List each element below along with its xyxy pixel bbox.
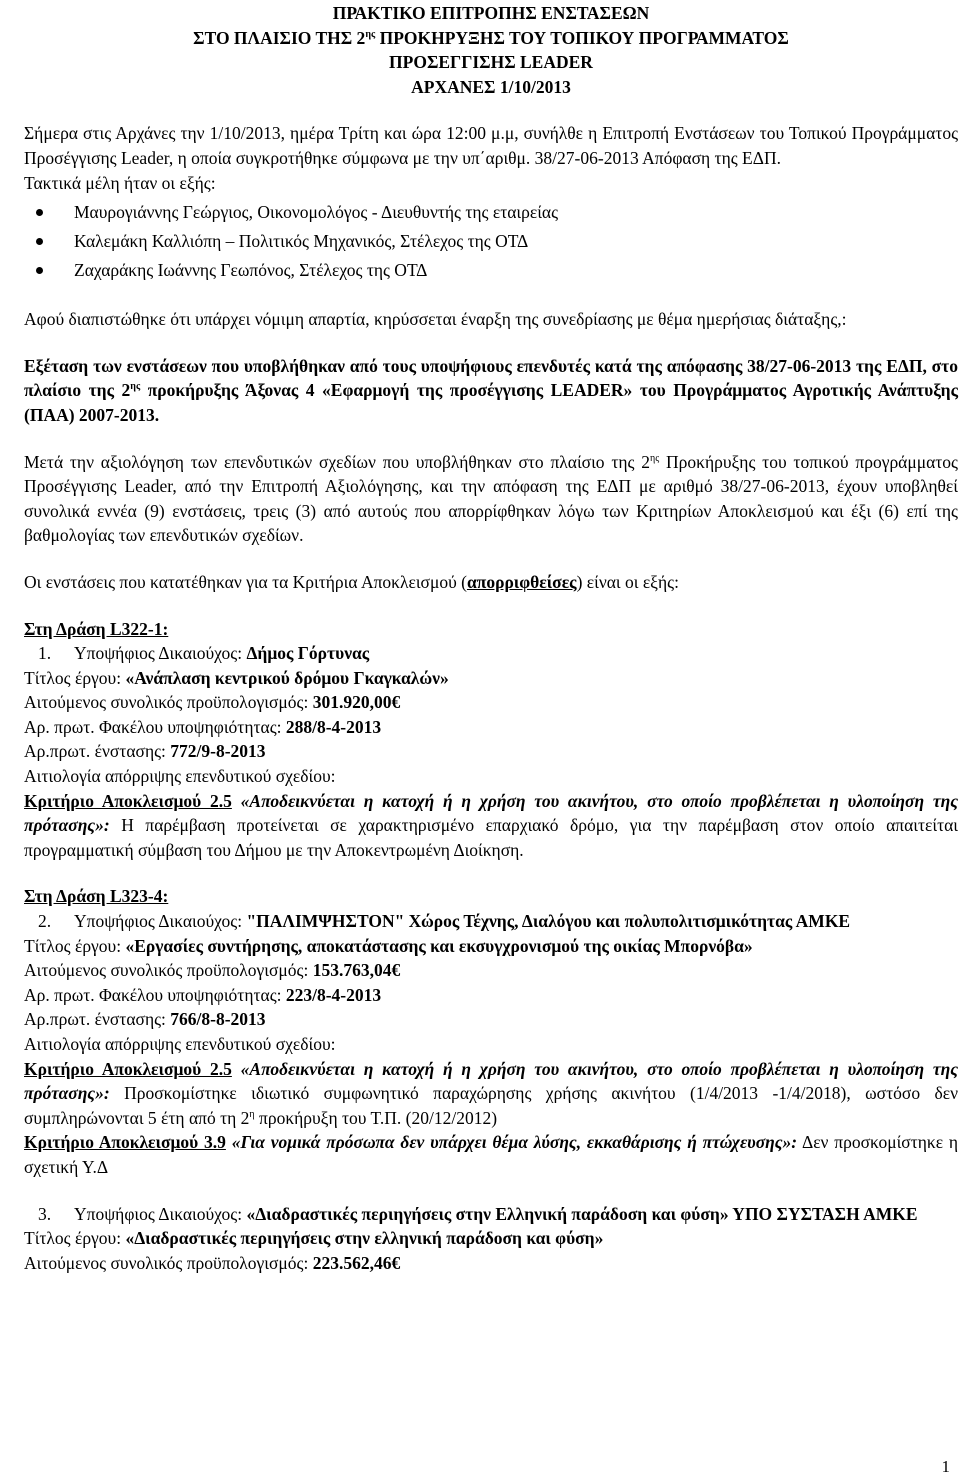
intro-paragraph: Σήμερα στις Αρχάνες την 1/10/2013, ημέρα Τρίτη και ώρα 12:00 μ.μ, συνήλθε η Επιτροπή Ενστάσεων του Τοπικού Προγράμματος Προσέγγισης Leader, η οποία συγκροτήθηκε σύμφωνα με την υπ΄αριθμ. 38/27-06-2013 Απόφαση της ΕΔΠ. (24, 123, 958, 168)
rejection-reason-2: Κριτήριο Αποκλεισμού 3.9 «Για νομικά πρόσωπα δεν υπάρχει θέμα λύσης, εκκαθάρισης ή πτώχευσης»: Δεν προσκομίστηκε η σχετική Υ.Δ (24, 1132, 959, 1177)
objection-number-line: Αρ.πρωτ. ένστασης: 772/9-8-2013 (24, 741, 266, 762)
members-intro: Τακτικά μέλη ήταν οι εξής: (24, 172, 216, 193)
budget-line: Αιτούμενος συνολικός προϋπολογισμός: 301.920,00€ (24, 692, 401, 713)
file-number-line: Αρ. πρωτ. Φακέλου υποψηφιότητας: 288/8-4-2013 (24, 716, 382, 737)
action-section-3 (24, 1202, 958, 1276)
document-page (24, 0, 958, 1275)
action-heading: Στη Δράση L323-4: (24, 886, 169, 907)
member-item: Μαυρογιάννης Γεώργιος, Οικονομολόγος - Διευθυντής της εταιρείας (24, 198, 958, 227)
file-number-line: Αρ. πρωτ. Φακέλου υποψηφιότητας: 223/8-4-2013 (24, 984, 382, 1005)
project-title-line: Τίτλος έργου: «Διαδραστικές περιηγήσεις στην ελληνική παράδοση και φύση» (24, 1228, 604, 1249)
budget-line: Αιτούμενος συνολικός προϋπολογισμός: 153.763,04€ (24, 960, 401, 981)
page-number: 1 (941, 1457, 950, 1477)
member-item: Ζαχαράκης Ιωάννης Γεωπόνος, Στέλεχος της ΟΤΔ (24, 256, 958, 285)
document-header (24, 1, 958, 99)
budget-line: Αιτούμενος συνολικός προϋπολογισμός: 223.562,46€ (24, 1252, 401, 1273)
member-item: Καλεμάκη Καλλιόπη – Πολιτικός Μηχανικός, Στέλεχος της ΟΤΔ (24, 227, 958, 256)
rejection-reason-label: Αιτιολογία απόρριψης επενδυτικού σχεδίου: (24, 1034, 336, 1054)
objection-number-line: Αρ.πρωτ. ένστασης: 766/8-8-2013 (24, 1009, 266, 1030)
subject-paragraph: Εξέταση των ενστάσεων που υποβλήθηκαν από τους υποψήφιους επενδυτές κατά της απόφασης 38/27-06-2013 της ΕΔΠ, στο πλαίσιο της $2^{\eta\varsigma}$ προκήρυξης Άξονας 4 «Εφαρμογή της προσέγγισης LEADER» του Προγράμματος Αγροτικής Ανάπτυξης (ΠΑΑ) 2007-2013. (24, 355, 958, 425)
action-section-1 (24, 617, 958, 863)
rejection-reason-label: Αιτιολογία απόρριψης επενδυτικού σχεδίου: (24, 766, 336, 787)
rejection-reason: Κριτήριο Αποκλεισμού 2.5 «Αποδεικνύεται η κατοχή ή η χρήση του ακινήτου, στο οποίο προβλέπεται η υλοποίηση της πρότασης»: Προσκομίστηκε ιδιωτικό συμφωνητικό παραχώρησης χρήσης ακινήτου (1/4/2013 -1/4/2018), ωστόσο δεν συμπληρώνονται 5 έτη από τη $2^\eta$ προκήρυξη του Τ.Π. (20/12/2012) (24, 1058, 959, 1128)
header-line-2: ΣΤΟ ΠΛΑΙΣΙΟ ΤΗΣ $2^{\eta\varsigma}$ ΠΡΟΚΗΡΥΞΗΣ ΤΟΥ ΤΟΠΙΚΟΥ ΠΡΟΓΡΑΜΜΑΤΟΣ (193, 27, 789, 48)
header-line-1: ΠΡΑΚΤΙΚΟ ΕΠΙΤΡΟΠΗΣ ΕΝΣΤΑΣΕΩΝ (332, 3, 650, 23)
beneficiary-line: 2. Υποψήφιος Δικαιούχος: "ΠΑΛΙΜΨΗΣΤΟΝ" Χώρος Τέχνης, Διαλόγου και πολυπολιτισμικότητας ΑΜΚΕ (38, 911, 851, 932)
quorum-paragraph: Αφού διαπιστώθηκε ότι υπάρχει νόμιμη απαρτία, κηρύσσεται έναρξη της συνεδρίασης με θέμα ημερήσιας διάταξης,: (24, 309, 847, 330)
header-line-4: ΑΡΧΑΝΕΣ 1/10/2013 (411, 76, 571, 97)
action-heading: Στη Δράση L322-1: (24, 618, 169, 639)
project-title-line: Τίτλος έργου: «Ανάπλαση κεντρικού δρόμου Γκαγκαλών» (24, 667, 449, 688)
action-section-2 (24, 884, 958, 1179)
beneficiary-line: 1. Υποψήφιος Δικαιούχος: Δήμος Γόρτυνας (38, 643, 370, 664)
header-line-3: ΠΡΟΣΕΓΓΙΣΗΣ LEADER (389, 52, 593, 73)
rejected-intro: Οι ενστάσεις που κατατέθηκαν για τα Κριτήρια Αποκλεισμού (απορριφθείσες) είναι οι εξής: (24, 571, 679, 592)
project-title-line: Τίτλος έργου: «Εργασίες συντήρησης, αποκατάστασης και εκσυγχρονισμού της οικίας Μπορνόβα» (24, 935, 753, 956)
rejection-reason: Κριτήριο Αποκλεισμού 2.5 «Αποδεικνύεται η κατοχή ή η χρήση του ακινήτου, στο οποίο προβλέπεται η υλοποίηση της πρότασης»: Η παρέμβαση προτείνεται σε χαρακτηρισμένο επαρχιακό δρόμο, για την παρέμβαση στον οποίο απαιτείται προγραμματική σύμβαση του Δήμου με την Αποκεντρωμένη Διοίκηση. (24, 790, 959, 860)
evaluation-paragraph: Μετά την αξιολόγηση των επενδυτικών σχεδίων που υποβλήθηκαν στο πλαίσιο της $2^{\eta\varsigma}$ Προκήρυξης του τοπικού προγράμματος Προσέγγισης Leader, από την Επιτροπή Αξιολόγησης, και την απόφαση της ΕΔΠ με αριθμό 38/27-06-2013, έχουν υποβληθεί συνολικά εννέα (9) ενστάσεις, τρεις (3) από αυτούς που απορρίφθηκαν λόγω των Κριτηρίων Αποκλεισμού και έξι (6) επί της βαθμολογίας των επενδυτικών σχεδίων. (24, 451, 958, 546)
members-list (24, 198, 958, 285)
beneficiary-line: 3. Υποψήφιος Δικαιούχος: «Διαδραστικές περιηγήσεις στην Ελληνική παράδοση και φύση» ΥΠΟ ΣΥΣΤΑΣΗ ΑΜΚΕ (38, 1203, 918, 1224)
